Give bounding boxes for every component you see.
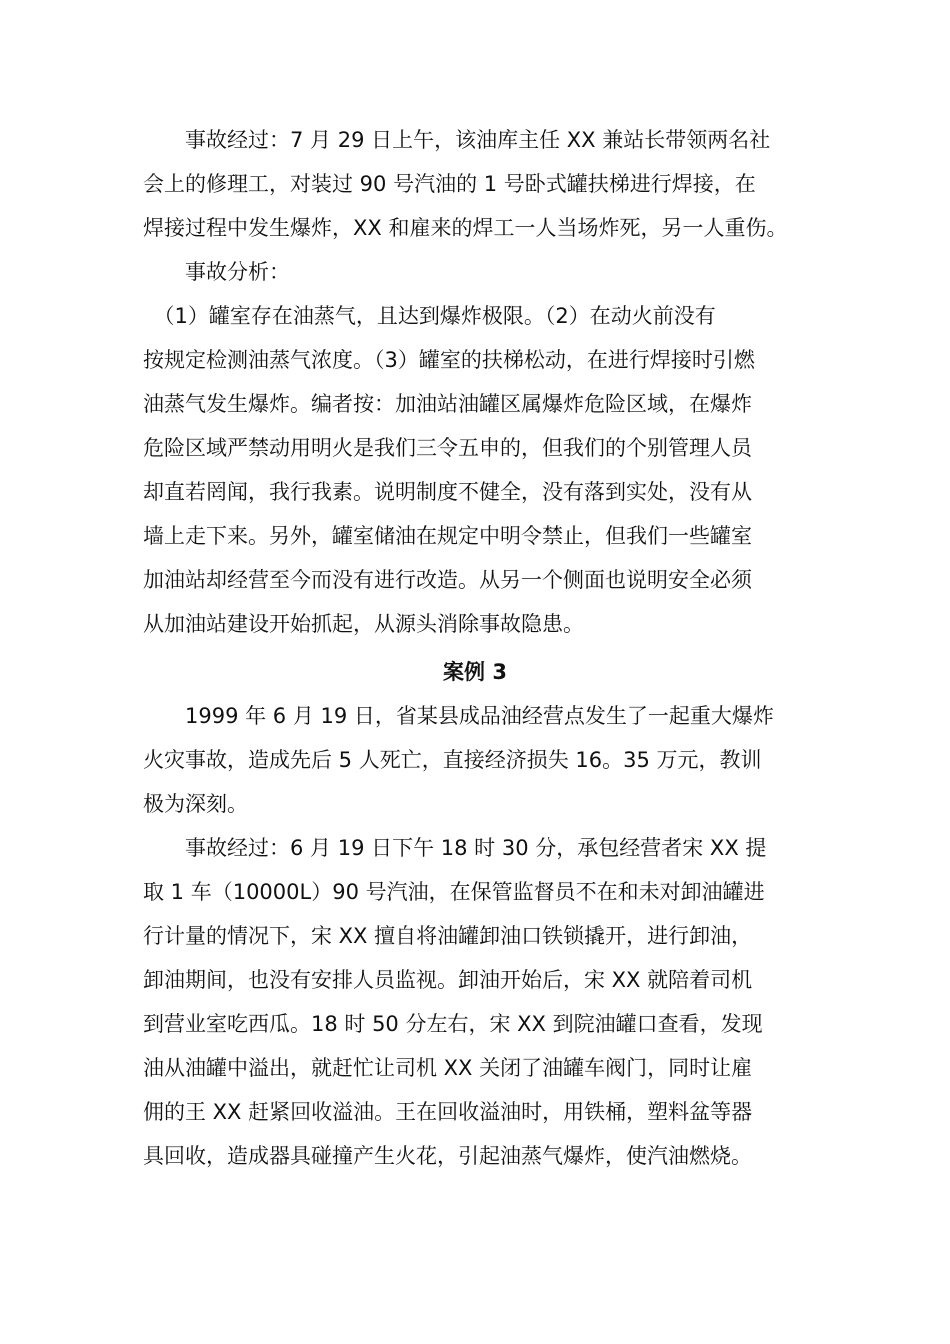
paragraph-line: 火灾事故，造成先后 5 人死亡，直接经济损失 16。35 万元，教训	[143, 748, 762, 772]
section-heading: 案例 3	[443, 660, 507, 684]
paragraph-line: 加油站却经营至今而没有进行改造。从另一个侧面也说明安全必须	[143, 568, 752, 592]
paragraph-line: 墙上走下来。另外，罐室储油在规定中明令禁止，但我们一些罐室	[143, 524, 752, 548]
paragraph-line: 危险区域严禁动用明火是我们三令五申的，但我们的个别管理人员	[143, 436, 752, 460]
paragraph-line: 卸油期间，也没有安排人员监视。卸油开始后，宋 XX 就陪着司机	[143, 968, 753, 992]
paragraph-line: 取 1 车（10000L）90 号汽油，在保管监督员不在和未对卸油罐进	[143, 880, 765, 904]
paragraph-line: 油从油罐中溢出，就赶忙让司机 XX 关闭了油罐车阀门，同时让雇	[143, 1056, 753, 1080]
paragraph-line: 到营业室吃西瓜。18 时 50 分左右，宋 XX 到院油罐口查看，发现	[143, 1012, 763, 1036]
paragraph-line: 1999 年 6 月 19 日，省某县成品油经营点发生了一起重大爆炸	[143, 704, 774, 728]
paragraph-line: 佣的王 XX 赶紧回收溢油。王在回收溢油时，用铁桶，塑料盆等器	[143, 1100, 753, 1124]
paragraph-line: 油蒸气发生爆炸。编者按：加油站油罐区属爆炸危险区域，在爆炸	[143, 392, 752, 416]
paragraph-line: 从加油站建设开始抓起，从源头消除事故隐患。	[143, 612, 584, 636]
paragraph-line: 却直若罔闻，我行我素。说明制度不健全，没有落到实处，没有从	[143, 480, 752, 504]
paragraph-line: 事故经过：6 月 19 日下午 18 时 30 分，承包经营者宋 XX 提	[143, 836, 767, 860]
paragraph-line: 极为深刻。	[143, 792, 248, 816]
paragraph-line: 事故分析：	[143, 260, 290, 284]
paragraph-line: 焊接过程中发生爆炸，XX 和雇来的焊工一人当场炸死，另一人重伤。	[143, 216, 788, 240]
paragraph-line: 按规定检测油蒸气浓度。（3）罐室的扶梯松动，在进行焊接时引燃	[143, 348, 755, 372]
paragraph-line: 会上的修理工，对装过 90 号汽油的 1 号卧式罐扶梯进行焊接，在	[143, 172, 756, 196]
paragraph-line: （1）罐室存在油蒸气，且达到爆炸极限。（2）在动火前没有	[143, 304, 716, 328]
paragraph-line: 行计量的情况下，宋 XX 擅自将油罐卸油口铁锁撬开，进行卸油，	[143, 924, 753, 948]
paragraph-line: 事故经过：7 月 29 日上午，该油库主任 XX 兼站长带领两名社	[143, 128, 771, 152]
paragraph-line: 具回收，造成器具碰撞产生火花，引起油蒸气爆炸，使汽油燃烧。	[143, 1144, 752, 1168]
